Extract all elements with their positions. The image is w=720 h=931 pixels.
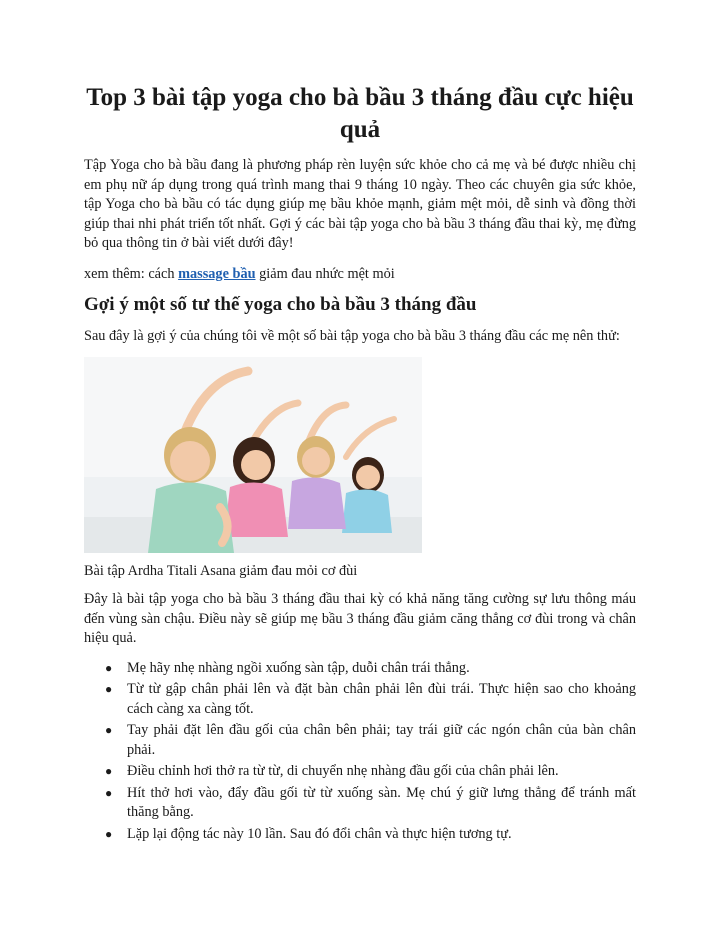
- step-text: Từ từ gập chân phải lên và đặt bàn chân phải lên đùi trái. Thực hiện sao cho khoảng cách càng xa càng tốt.: [127, 681, 636, 717]
- page-title: Top 3 bài tập yoga cho bà bầu 3 tháng đầu cực hiệu quả: [86, 84, 634, 143]
- step-text: Lặp lại động tác này 10 lần. Sau đó đổi chân và thực hiện tương tự.: [127, 825, 512, 842]
- bullet-icon: ●: [105, 682, 113, 696]
- steps-list: [84, 659, 636, 845]
- yoga-photo: [84, 357, 422, 553]
- step-text: Tay phải đặt lên đầu gối của chân bên phải; tay trái giữ các ngón chân của bàn chân phải.: [127, 722, 636, 758]
- list-item: [105, 825, 636, 845]
- bullet-icon: ●: [105, 723, 113, 737]
- list-item: [105, 721, 636, 760]
- list-item: [105, 784, 636, 823]
- photo-caption: Bài tập Ardha Titali Asana giảm đau mỏi cơ đùi: [84, 562, 358, 579]
- step-text: Mẹ hãy nhẹ nhàng ngồi xuống sàn tập, duỗi chân trái thẳng.: [127, 659, 470, 676]
- list-item: [105, 762, 636, 782]
- exercise-intro: Đây là bài tập yoga cho bà bầu 3 tháng đầu thai kỳ có khả năng tăng cường sự lưu thông máu đến vùng sàn chậu. Điều này sẽ giúp mẹ bầu 3 tháng đầu giảm căng thẳng cơ đùi trong và chân hiệu quả.: [84, 591, 636, 646]
- bullet-icon: ●: [105, 785, 113, 800]
- bullet-icon: ●: [105, 826, 113, 841]
- see-also-suffix: giảm đau nhức mệt mỏi: [255, 265, 395, 282]
- massage-link[interactable]: massage bầu: [178, 265, 256, 282]
- bullet-icon: ●: [105, 660, 113, 675]
- section-heading: Gợi ý một số tư thế yoga cho bà bầu 3 tháng đầu: [84, 294, 477, 315]
- bullet-icon: ●: [105, 764, 113, 778]
- step-text: Hít thở hơi vào, đẩy đầu gối từ từ xuống sàn. Mẹ chú ý giữ lưng thẳng để tránh mất thăng bằng.: [127, 784, 636, 820]
- list-item: [105, 680, 636, 719]
- step-text: Điều chỉnh hơi thở ra từ từ, di chuyển nhẹ nhàng đầu gối của chân phải lên.: [127, 763, 559, 779]
- see-also-prefix: xem thêm: cách: [84, 265, 179, 282]
- document-page: [84, 82, 636, 846]
- list-item: [105, 659, 636, 679]
- see-also-line: [84, 265, 636, 285]
- intro-paragraph: Tập Yoga cho bà bầu đang là phương pháp rèn luyện sức khỏe cho cả mẹ và bé được nhiều chị em phụ nữ áp dụng trong quá trình mang thai 9 tháng 10 ngày. Theo các chuyên gia sức khỏe, tập Yoga cho bà bầu có tác dụng giúp mẹ bầu khỏe mạnh, giảm mệt mỏi, dễ sinh và đồng thời giúp thai nhi phát triển tốt nhất. Gợi ý các bài tập yoga cho bà bầu 3 tháng đầu thai kỳ, mẹ đừng bỏ qua thông tin ở bài viết dưới đây!: [84, 157, 636, 251]
- section-lead: Sau đây là gợi ý của chúng tôi về một số bài tập yoga cho bà bầu 3 tháng đầu các mẹ nên thử:: [84, 328, 620, 344]
